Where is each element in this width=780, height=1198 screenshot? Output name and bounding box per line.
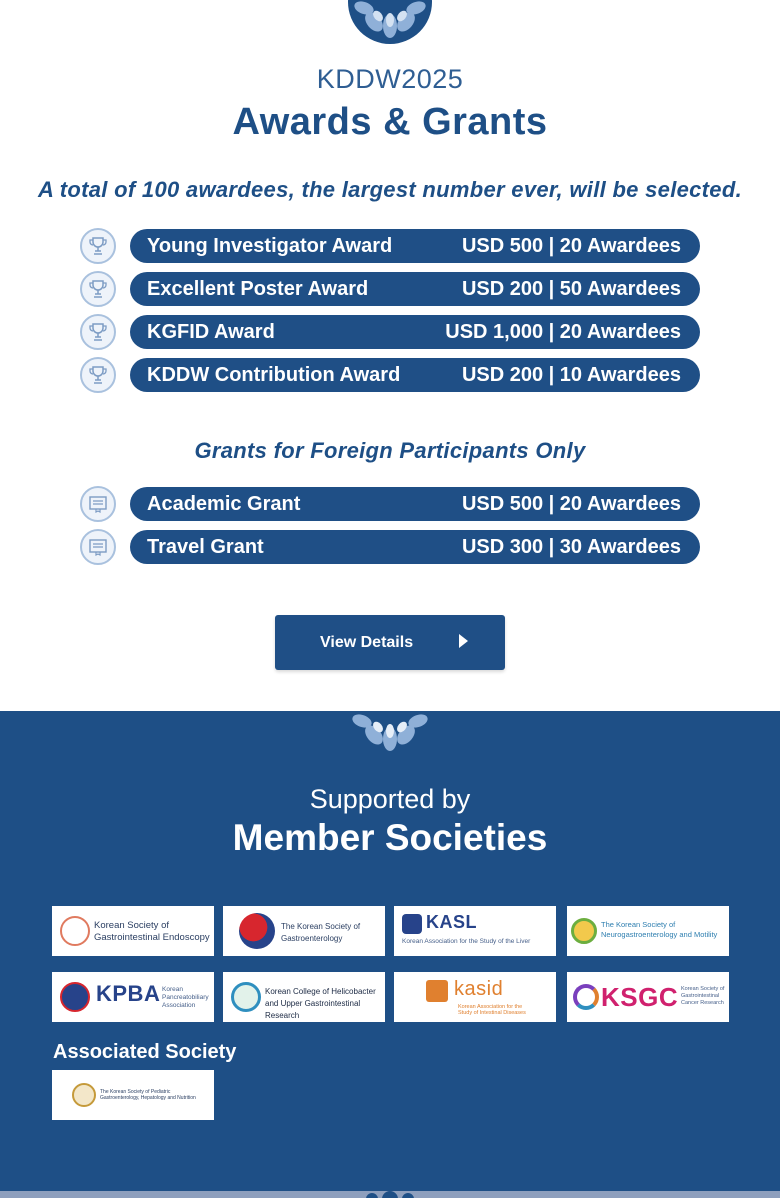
society-emblem-icon xyxy=(571,918,597,944)
flower-emblem-icon xyxy=(338,705,442,757)
society-logo-ksgc[interactable]: KSGC Korean Society of Gastrointestinal Cancer Research xyxy=(567,972,729,1022)
award-bar xyxy=(130,315,700,349)
grant-bar xyxy=(130,530,700,564)
award-row xyxy=(80,357,700,393)
award-name: KGFID Award xyxy=(147,321,275,343)
society-emblem-icon xyxy=(231,982,261,1012)
view-details-button[interactable] xyxy=(275,615,505,670)
society-emblem-icon xyxy=(60,916,90,946)
trophy-icon xyxy=(80,228,116,264)
award-name: KDDW Contribution Award xyxy=(147,364,401,386)
trophy-icon xyxy=(80,357,116,393)
grant-amount: USD 300 | 30 Awardees xyxy=(461,536,681,558)
award-bar xyxy=(130,358,700,392)
certificate-icon xyxy=(80,486,116,522)
grant-bar xyxy=(130,487,700,521)
flower-emblem-icon xyxy=(338,1189,442,1198)
society-logo-kasid[interactable]: kasid Korean Association for the Study of Intestinal Diseases xyxy=(394,972,556,1022)
award-amount: USD 1,000 | 20 Awardees xyxy=(445,321,681,343)
award-name: Young Investigator Award xyxy=(147,235,393,257)
supported-by-label: Supported by xyxy=(309,784,471,814)
play-arrow-icon xyxy=(459,634,468,648)
awards-tagline: A total of 100 awardees, the largest number ever, will be selected. xyxy=(38,177,742,202)
certificate-icon xyxy=(80,529,116,565)
award-row xyxy=(80,271,700,307)
award-name: Excellent Poster Award xyxy=(147,278,369,300)
society-logo-ksnm[interactable]: The Korean Society of Neurogastroenterology and Motility xyxy=(567,906,729,956)
society-emblem-icon xyxy=(426,980,448,1002)
award-row xyxy=(80,228,700,264)
associated-society-heading: Associated Society xyxy=(53,1041,237,1063)
society-emblem-icon xyxy=(573,984,599,1010)
flower-emblem-icon xyxy=(338,0,442,44)
society-logo-ksge[interactable]: Korean Society of Gastrointestinal Endoscopy xyxy=(52,906,214,956)
trophy-icon xyxy=(80,271,116,307)
award-row xyxy=(80,314,700,350)
award-bar xyxy=(130,272,700,306)
grant-row xyxy=(80,486,700,522)
award-amount: USD 200 | 50 Awardees xyxy=(461,278,681,300)
page-title: Awards & Grants xyxy=(232,101,548,143)
associated-society-logo[interactable]: The Korean Society of Pediatric Gastroenterology, Hepatology and Nutrition xyxy=(52,1070,214,1120)
society-logo-kasl[interactable]: KASL Korean Association for the Study of the Liver xyxy=(394,906,556,956)
society-logo-kpba[interactable]: KPBA Korean Pancreatobiliary Association xyxy=(52,972,214,1022)
grant-name: Travel Grant xyxy=(147,536,264,558)
grant-row xyxy=(80,529,700,565)
society-emblem-icon xyxy=(72,1083,96,1107)
society-logo-ksg[interactable]: The Korean Society of Gastroenterology xyxy=(223,906,385,956)
supporters-section xyxy=(0,711,780,1198)
grants-heading: Grants for Foreign Participants Only xyxy=(194,438,586,463)
society-emblem-icon xyxy=(239,913,275,949)
grant-name: Academic Grant xyxy=(147,493,301,515)
award-bar xyxy=(130,229,700,263)
view-details-label: View Details xyxy=(320,634,414,651)
award-amount: USD 200 | 10 Awardees xyxy=(461,364,681,386)
event-kicker: KDDW2025 xyxy=(316,64,464,94)
trophy-icon xyxy=(80,314,116,350)
grant-amount: USD 500 | 20 Awardees xyxy=(461,493,681,515)
society-emblem-icon xyxy=(60,982,90,1012)
member-societies-title: Member Societies xyxy=(232,817,548,858)
society-logo-kchugr[interactable]: Korean College of Helicobacter and Upper Gastrointestinal Research xyxy=(223,972,385,1022)
society-emblem-icon xyxy=(402,914,422,934)
award-amount: USD 500 | 20 Awardees xyxy=(461,235,681,257)
